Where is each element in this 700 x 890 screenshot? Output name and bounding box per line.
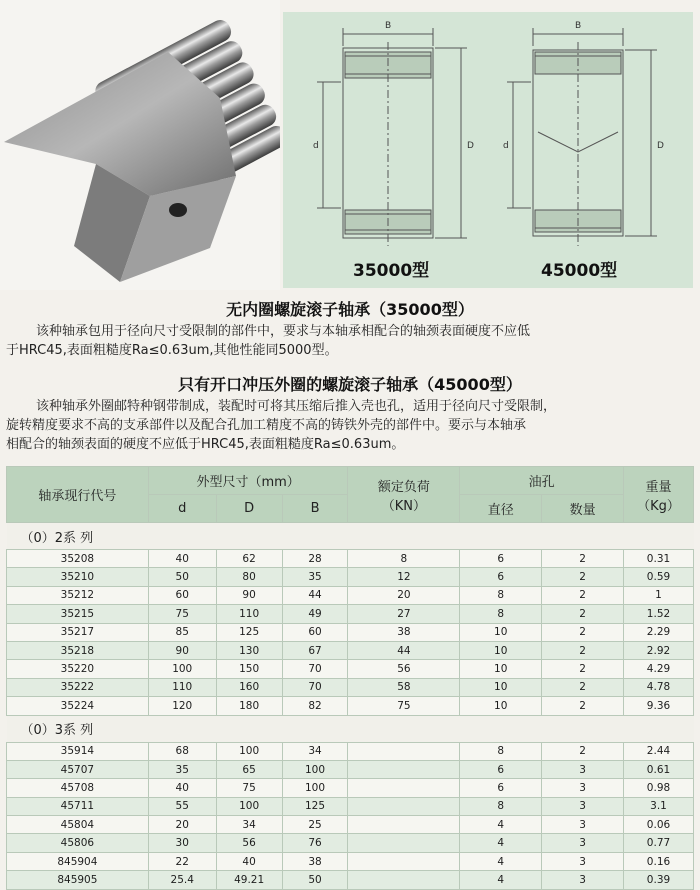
dim-label-d-left: d bbox=[313, 141, 319, 151]
cell-qty: 3 bbox=[542, 871, 624, 889]
header-load-line2: （KN） bbox=[381, 498, 427, 514]
cell-d: 20 bbox=[148, 816, 216, 834]
dim-label-D-right: D bbox=[657, 141, 664, 151]
cell-load bbox=[348, 779, 460, 797]
dim-label-d-right: d bbox=[503, 141, 509, 151]
cell-load: 58 bbox=[348, 678, 460, 696]
cell-qty: 3 bbox=[542, 816, 624, 834]
cell-weight: 4.78 bbox=[624, 678, 694, 696]
header-oil-diameter: 直径 bbox=[460, 495, 542, 523]
cell-d: 25.4 bbox=[148, 871, 216, 889]
cell-code: 35217 bbox=[7, 623, 149, 641]
cell-qty: 2 bbox=[542, 697, 624, 715]
table-row bbox=[7, 623, 694, 641]
cell-load bbox=[348, 871, 460, 889]
cell-D: 75 bbox=[216, 779, 282, 797]
cell-d: 85 bbox=[148, 623, 216, 641]
cell-d: 68 bbox=[148, 742, 216, 760]
cell-D: 100 bbox=[216, 742, 282, 760]
cell-load: 44 bbox=[348, 641, 460, 659]
group-label-series-2: （0）2系 列 bbox=[7, 523, 694, 550]
cell-B: 49 bbox=[282, 605, 348, 623]
cell-code: 35224 bbox=[7, 697, 149, 715]
cell-weight: 0.98 bbox=[624, 779, 694, 797]
cell-dia: 4 bbox=[460, 852, 542, 870]
cell-qty: 3 bbox=[542, 797, 624, 815]
table-row bbox=[7, 816, 694, 834]
header-D: D bbox=[216, 495, 282, 523]
cell-D: 150 bbox=[216, 660, 282, 678]
cell-load: 38 bbox=[348, 623, 460, 641]
cell-weight: 0.77 bbox=[624, 834, 694, 852]
cell-code: 35208 bbox=[7, 550, 149, 568]
cell-qty: 2 bbox=[542, 605, 624, 623]
cell-dia: 10 bbox=[460, 641, 542, 659]
cell-weight: 0.16 bbox=[624, 852, 694, 870]
cell-qty: 2 bbox=[542, 586, 624, 604]
cell-code: 45806 bbox=[7, 834, 149, 852]
cell-D: 100 bbox=[216, 797, 282, 815]
cell-d: 100 bbox=[148, 660, 216, 678]
group-label-series-3: （0）3系 列 bbox=[7, 715, 694, 742]
desc-45000-line3: 相配合的轴颈表面的硬度不应低于HRC45,表面粗糙度Ra≤0.63um。 bbox=[6, 437, 405, 452]
header-load-line1: 额定负荷 bbox=[377, 479, 430, 495]
cell-code: 35914 bbox=[7, 742, 149, 760]
cell-load: 20 bbox=[348, 586, 460, 604]
cell-code: 35220 bbox=[7, 660, 149, 678]
cell-weight: 3.1 bbox=[624, 797, 694, 815]
cell-D: 40 bbox=[216, 852, 282, 870]
header-code: 轴承现行代号 bbox=[7, 467, 149, 523]
bearing-photo bbox=[0, 0, 280, 290]
header-oil-quantity: 数量 bbox=[542, 495, 624, 523]
cell-D: 130 bbox=[216, 641, 282, 659]
table-row bbox=[7, 586, 694, 604]
cell-D: 80 bbox=[216, 568, 282, 586]
cell-load bbox=[348, 834, 460, 852]
header-weight bbox=[624, 467, 694, 523]
cell-weight: 0.61 bbox=[624, 760, 694, 778]
cell-qty: 2 bbox=[542, 623, 624, 641]
cell-dia: 4 bbox=[460, 834, 542, 852]
cell-weight: 1.52 bbox=[624, 605, 694, 623]
cell-B: 70 bbox=[282, 660, 348, 678]
cell-d: 30 bbox=[148, 834, 216, 852]
dim-label-B-right: B bbox=[575, 21, 582, 31]
cell-B: 35 bbox=[282, 568, 348, 586]
cell-code: 845904 bbox=[7, 852, 149, 870]
cell-qty: 2 bbox=[542, 550, 624, 568]
table-row bbox=[7, 797, 694, 815]
table-row bbox=[7, 779, 694, 797]
cell-d: 120 bbox=[148, 697, 216, 715]
cell-code: 35210 bbox=[7, 568, 149, 586]
cell-B: 38 bbox=[282, 852, 348, 870]
table-row bbox=[7, 697, 694, 715]
cell-D: 180 bbox=[216, 697, 282, 715]
table-row bbox=[7, 568, 694, 586]
cell-dia: 10 bbox=[460, 660, 542, 678]
cell-D: 49.21 bbox=[216, 871, 282, 889]
cell-load: 27 bbox=[348, 605, 460, 623]
cell-B: 100 bbox=[282, 779, 348, 797]
section-title-35000: 无内圈螺旋滚子轴承（35000型） bbox=[226, 300, 474, 319]
cell-load bbox=[348, 742, 460, 760]
cell-weight: 2.29 bbox=[624, 623, 694, 641]
cell-d: 75 bbox=[148, 605, 216, 623]
cell-D: 62 bbox=[216, 550, 282, 568]
table-row bbox=[7, 641, 694, 659]
cell-dia: 8 bbox=[460, 742, 542, 760]
cell-B: 28 bbox=[282, 550, 348, 568]
cell-B: 70 bbox=[282, 678, 348, 696]
cell-qty: 2 bbox=[542, 568, 624, 586]
cell-weight: 1 bbox=[624, 586, 694, 604]
cell-load: 8 bbox=[348, 550, 460, 568]
cell-B: 67 bbox=[282, 641, 348, 659]
cell-dia: 6 bbox=[460, 568, 542, 586]
table-row bbox=[7, 760, 694, 778]
cell-qty: 3 bbox=[542, 779, 624, 797]
header-oil-hole: 油孔 bbox=[460, 467, 624, 495]
cell-dia: 6 bbox=[460, 550, 542, 568]
cell-B: 82 bbox=[282, 697, 348, 715]
cell-code: 45711 bbox=[7, 797, 149, 815]
cell-weight: 2.92 bbox=[624, 641, 694, 659]
cell-code: 35222 bbox=[7, 678, 149, 696]
cell-qty: 2 bbox=[542, 742, 624, 760]
section-45000-description bbox=[6, 397, 694, 454]
section-title-45000: 只有开口冲压外圈的螺旋滚子轴承（45000型） bbox=[178, 375, 522, 394]
cell-d: 110 bbox=[148, 678, 216, 696]
header-load bbox=[348, 467, 460, 523]
cell-load: 56 bbox=[348, 660, 460, 678]
cell-weight: 0.06 bbox=[624, 816, 694, 834]
cell-B: 44 bbox=[282, 586, 348, 604]
table-row bbox=[7, 678, 694, 696]
cell-d: 35 bbox=[148, 760, 216, 778]
cell-d: 40 bbox=[148, 550, 216, 568]
cell-load bbox=[348, 816, 460, 834]
desc-45000-line1: 该种轴承外圈邮特种钢带制成，装配时可将其压缩后推入壳也孔，适用于径向尺寸受限制， bbox=[36, 399, 557, 414]
header-weight-line2: （Kg） bbox=[637, 498, 680, 514]
cell-code: 845905 bbox=[7, 871, 149, 889]
cell-dia: 8 bbox=[460, 605, 542, 623]
table-row bbox=[7, 660, 694, 678]
cell-D: 125 bbox=[216, 623, 282, 641]
table-row bbox=[7, 871, 694, 889]
cell-D: 56 bbox=[216, 834, 282, 852]
cell-B: 100 bbox=[282, 760, 348, 778]
label-type-35000: 35000型 bbox=[353, 261, 430, 281]
cell-B: 125 bbox=[282, 797, 348, 815]
table-row bbox=[7, 550, 694, 568]
cell-dia: 10 bbox=[460, 623, 542, 641]
header-weight-line1: 重量 bbox=[645, 479, 672, 495]
cell-B: 76 bbox=[282, 834, 348, 852]
cell-B: 25 bbox=[282, 816, 348, 834]
cell-code: 35218 bbox=[7, 641, 149, 659]
cell-d: 90 bbox=[148, 641, 216, 659]
header-d: d bbox=[148, 495, 216, 523]
desc-45000-line2: 旋转精度要求不高的支承部件以及配合孔加工精度不高的铸铁外壳的部件中。要示与本轴承 bbox=[6, 418, 527, 433]
cell-weight: 0.31 bbox=[624, 550, 694, 568]
cell-code: 45708 bbox=[7, 779, 149, 797]
label-type-45000: 45000型 bbox=[541, 261, 618, 281]
cell-code: 35212 bbox=[7, 586, 149, 604]
cell-weight: 4.29 bbox=[624, 660, 694, 678]
cell-load: 12 bbox=[348, 568, 460, 586]
cell-qty: 3 bbox=[542, 852, 624, 870]
dim-label-B-left: B bbox=[385, 21, 392, 31]
cell-D: 65 bbox=[216, 760, 282, 778]
cell-D: 110 bbox=[216, 605, 282, 623]
cell-qty: 2 bbox=[542, 641, 624, 659]
table-row bbox=[7, 605, 694, 623]
cell-B: 50 bbox=[282, 871, 348, 889]
cell-d: 55 bbox=[148, 797, 216, 815]
cell-qty: 2 bbox=[542, 660, 624, 678]
section-35000-description bbox=[6, 322, 694, 360]
cell-load bbox=[348, 852, 460, 870]
cell-B: 34 bbox=[282, 742, 348, 760]
cell-load bbox=[348, 797, 460, 815]
cell-dia: 8 bbox=[460, 797, 542, 815]
cell-qty: 3 bbox=[542, 760, 624, 778]
cell-weight: 2.44 bbox=[624, 742, 694, 760]
cell-D: 160 bbox=[216, 678, 282, 696]
bearing-photo-illustration bbox=[0, 0, 280, 290]
cell-dia: 8 bbox=[460, 586, 542, 604]
header-size: 外型尺寸（mm） bbox=[148, 467, 348, 495]
cell-code: 35215 bbox=[7, 605, 149, 623]
cell-weight: 9.36 bbox=[624, 697, 694, 715]
cell-dia: 6 bbox=[460, 760, 542, 778]
table-row bbox=[7, 834, 694, 852]
cell-D: 90 bbox=[216, 586, 282, 604]
cell-dia: 4 bbox=[460, 816, 542, 834]
cell-d: 60 bbox=[148, 586, 216, 604]
cell-D: 34 bbox=[216, 816, 282, 834]
header-B: B bbox=[282, 495, 348, 523]
cell-code: 45707 bbox=[7, 760, 149, 778]
dim-label-D-left: D bbox=[467, 141, 474, 151]
cell-load: 75 bbox=[348, 697, 460, 715]
desc-35000-line1: 该种轴承包用于径向尺寸受限制的部件中，要求与本轴承相配合的轴颈表面硬度不应低 bbox=[36, 324, 531, 339]
table-row bbox=[7, 852, 694, 870]
bearing-spec-table bbox=[6, 466, 694, 890]
desc-35000-line2: 于HRC45,表面粗糙度Ra≤0.63um,其他性能同5000型。 bbox=[6, 343, 338, 358]
cell-dia: 4 bbox=[460, 871, 542, 889]
cell-dia: 10 bbox=[460, 678, 542, 696]
bearing-cross-section-diagrams bbox=[283, 12, 693, 252]
cell-load bbox=[348, 760, 460, 778]
cell-d: 22 bbox=[148, 852, 216, 870]
cell-weight: 0.59 bbox=[624, 568, 694, 586]
cell-code: 45804 bbox=[7, 816, 149, 834]
cell-weight: 0.39 bbox=[624, 871, 694, 889]
cell-qty: 2 bbox=[542, 678, 624, 696]
cell-d: 40 bbox=[148, 779, 216, 797]
cell-d: 50 bbox=[148, 568, 216, 586]
cell-B: 60 bbox=[282, 623, 348, 641]
table-row bbox=[7, 742, 694, 760]
cell-dia: 6 bbox=[460, 779, 542, 797]
cell-qty: 3 bbox=[542, 834, 624, 852]
technical-drawings bbox=[283, 12, 693, 288]
cell-dia: 10 bbox=[460, 697, 542, 715]
